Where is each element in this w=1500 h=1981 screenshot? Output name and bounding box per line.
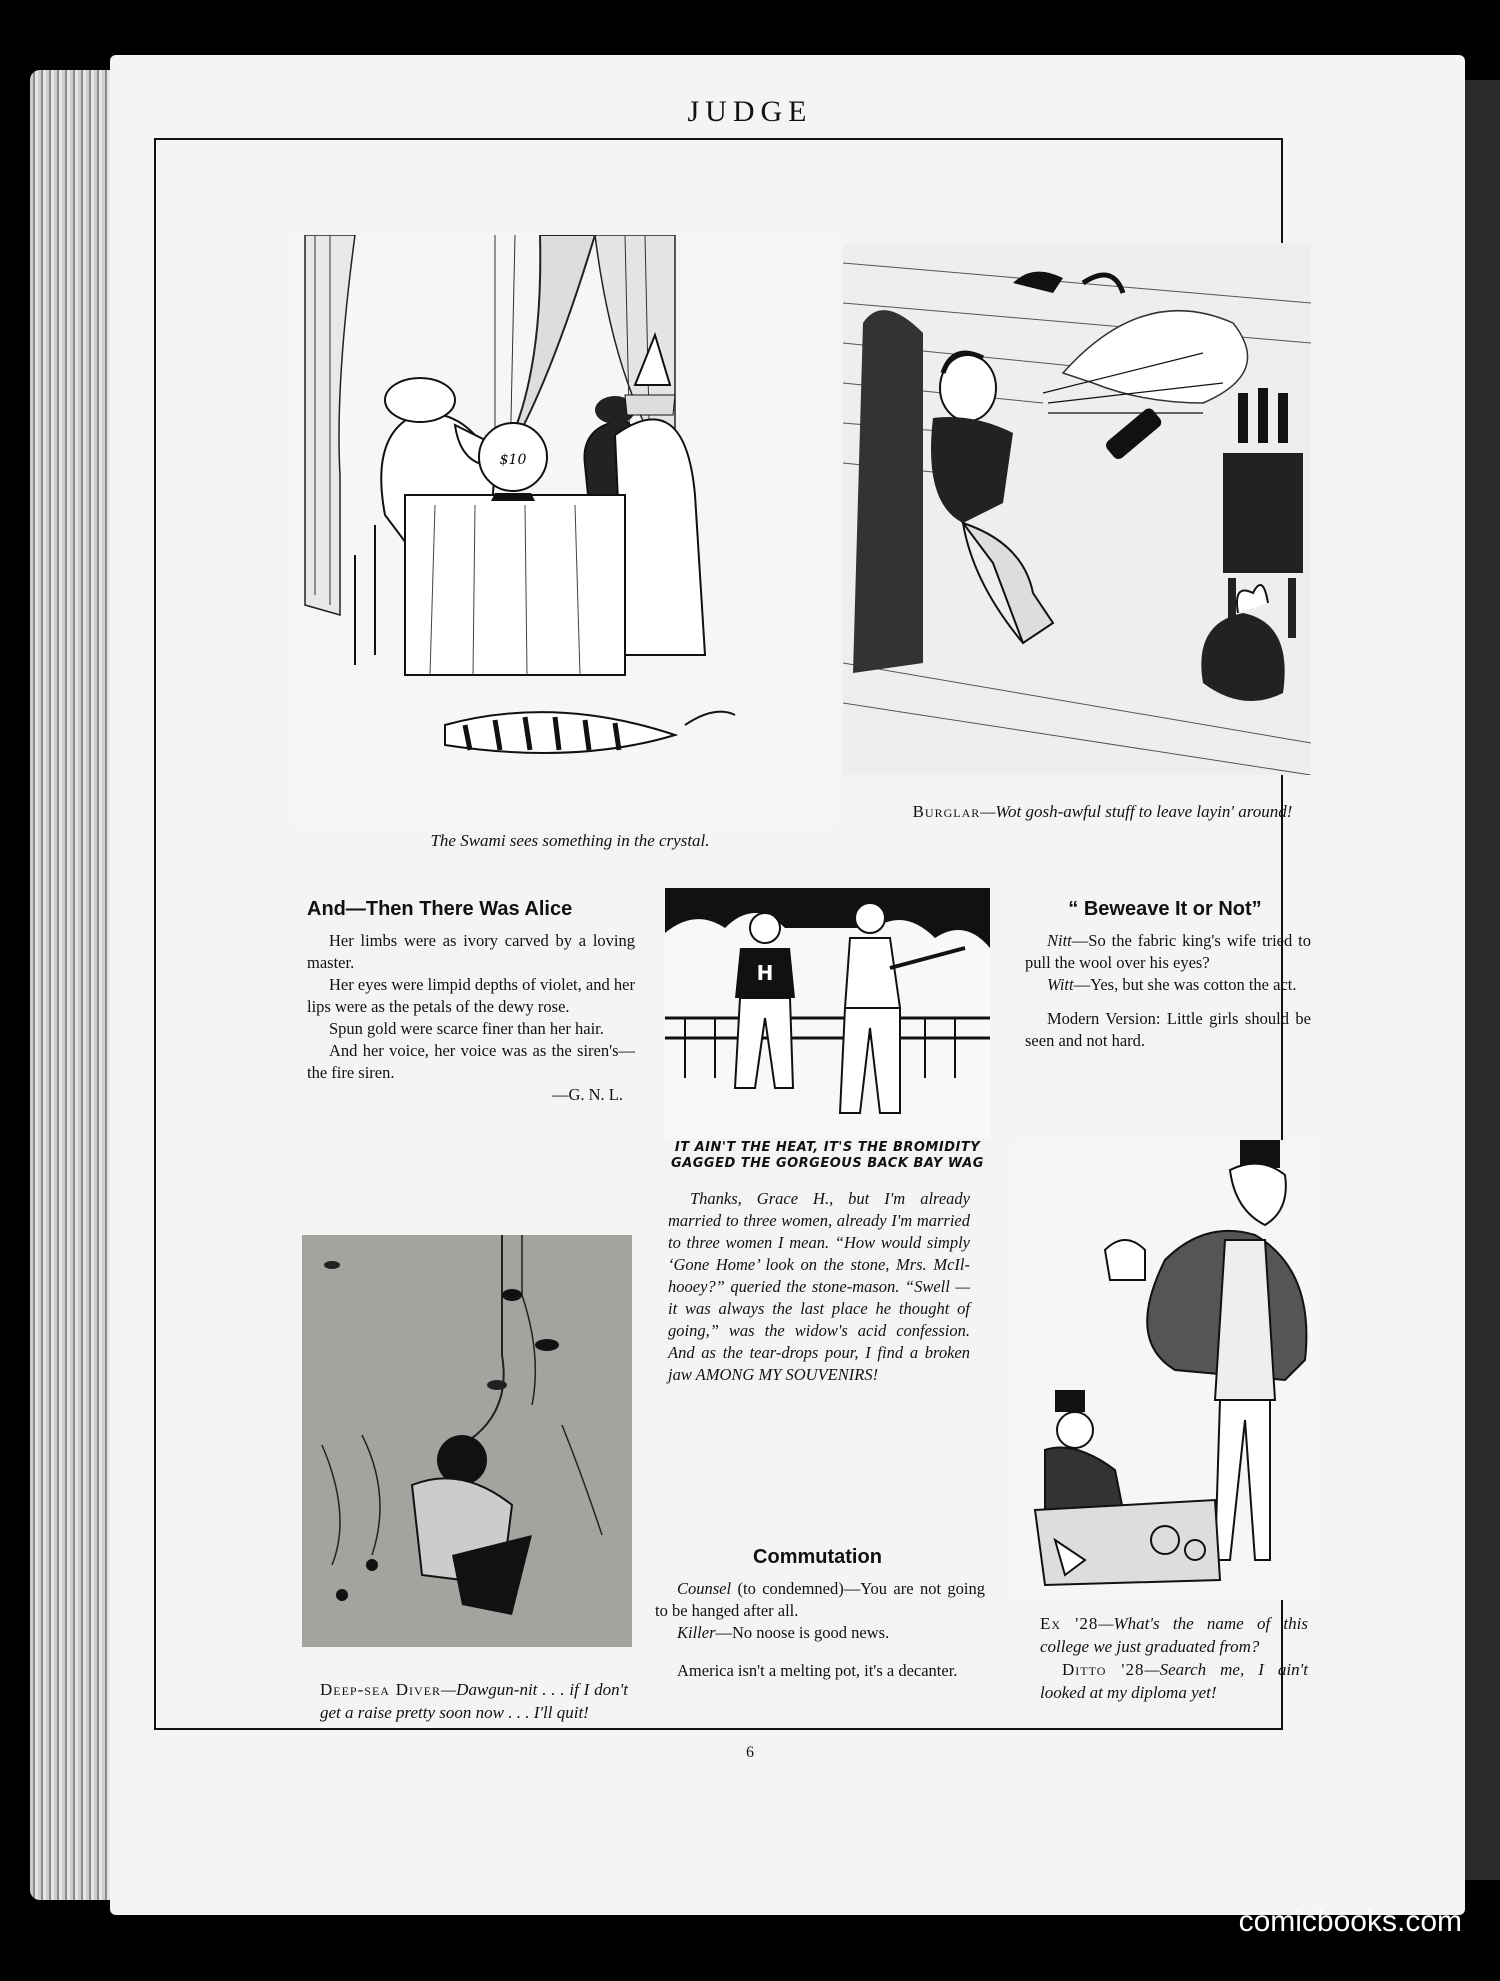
grace-text: Thanks, Grace H., but I'm already married to three women, already I'm married to three women I mean. “How would simply ‘Gone Home’ look on the stone, Mrs. McIl-hooey?” queried the stone-mason. “Swell — it was always the last place he thought of going,” was the widow's acid confession. And as the tear-drops pour, I find a broken jaw AMONG MY SOUVENIRS! bbox=[668, 1189, 970, 1384]
beweave-body bbox=[1025, 930, 1311, 1052]
book-right-rim bbox=[1460, 80, 1500, 1880]
grace-paragraph bbox=[668, 1188, 970, 1386]
graduates-cartoon bbox=[1015, 1140, 1315, 1600]
graduates-line-1: —What's the name of this college we just graduated from? bbox=[1040, 1614, 1308, 1656]
graduates-speaker-1: Ex '28 bbox=[1040, 1614, 1099, 1633]
tennis-players-illustration bbox=[665, 888, 990, 1138]
burglar-speaker: Burglar bbox=[912, 802, 981, 821]
alice-paragraph: Spun gold were scarce finer than her hair. bbox=[329, 1019, 604, 1038]
diver-cartoon bbox=[302, 1235, 632, 1647]
alice-paragraph: And her voice, her voice was as the siren's—the fire siren. bbox=[307, 1041, 635, 1082]
beweave-speaker-2: Witt bbox=[1047, 975, 1074, 994]
diver-caption bbox=[320, 1678, 628, 1724]
beweave-modern-version: Modern Version: Little girls should be seen and not hard. bbox=[1025, 1009, 1311, 1050]
burglar-illustration bbox=[843, 243, 1311, 775]
alice-paragraph: Her eyes were limpid depths of violet, and her lips were as the petals of the dewy rose. bbox=[307, 975, 635, 1016]
bromidity-cartoon bbox=[665, 888, 990, 1138]
page-number: 6 bbox=[746, 1744, 754, 1761]
graduates-speaker-2: Ditto '28 bbox=[1062, 1660, 1145, 1679]
commutation-speaker-2: Killer bbox=[677, 1623, 716, 1642]
graduates-caption bbox=[1040, 1612, 1308, 1704]
alice-body bbox=[307, 930, 635, 1106]
swami-illustration bbox=[295, 235, 835, 825]
commutation-title: Commutation bbox=[753, 1546, 882, 1568]
price-tag: $10 bbox=[499, 452, 527, 468]
diver-line: —Dawgun-nit . . . if I don't get a raise pretty soon now . . . I'll quit! bbox=[320, 1680, 629, 1722]
magazine-title: JUDGE bbox=[687, 95, 813, 128]
diver-speaker: Deep-sea Diver bbox=[320, 1680, 442, 1699]
commutation-speaker-1: Counsel bbox=[677, 1579, 732, 1598]
beweave-line-2: —Yes, but she was cotton the act. bbox=[1073, 975, 1297, 994]
site-watermark: comicbooks.com bbox=[1238, 1905, 1462, 1938]
alice-paragraph: Her limbs were as ivory carved by a loving master. bbox=[307, 931, 635, 972]
graduates-line-2: —Search me, I ain't looked at my diploma yet! bbox=[1040, 1660, 1308, 1702]
burglar-line: —Wot gosh-awful stuff to leave layin' around! bbox=[980, 802, 1293, 821]
commutation-quip: America isn't a melting pot, it's a decanter. bbox=[677, 1661, 958, 1680]
swami-cartoon bbox=[295, 235, 835, 825]
diver-illustration bbox=[302, 1235, 632, 1647]
beweave-speaker-1: Nitt bbox=[1047, 931, 1072, 950]
beweave-title: “ Beweave It or Not” bbox=[1068, 898, 1262, 920]
bromidity-caption: IT AIN'T THE HEAT, IT'S THE BROMIDITY GAGGED THE GORGEOUS BACK BAY WAG bbox=[671, 1140, 984, 1171]
commutation-body bbox=[655, 1578, 985, 1682]
swami-caption: The Swami sees something in the crystal. bbox=[430, 831, 710, 850]
sweater-letter: H bbox=[756, 961, 774, 985]
alice-title: And—Then There Was Alice bbox=[307, 898, 573, 920]
burglar-caption bbox=[880, 800, 1325, 823]
commutation-line-2: —No noose is good news. bbox=[715, 1623, 890, 1642]
beweave-line-1: —So the fabric king's wife tried to pull the wool over his eyes? bbox=[1025, 931, 1311, 972]
graduates-illustration bbox=[1015, 1140, 1315, 1600]
burglar-cartoon bbox=[843, 243, 1311, 775]
commutation-line-1: (to condemned)—You are not going to be hanged after all. bbox=[655, 1579, 985, 1620]
alice-signature: —G. N. L. bbox=[551, 1085, 623, 1104]
